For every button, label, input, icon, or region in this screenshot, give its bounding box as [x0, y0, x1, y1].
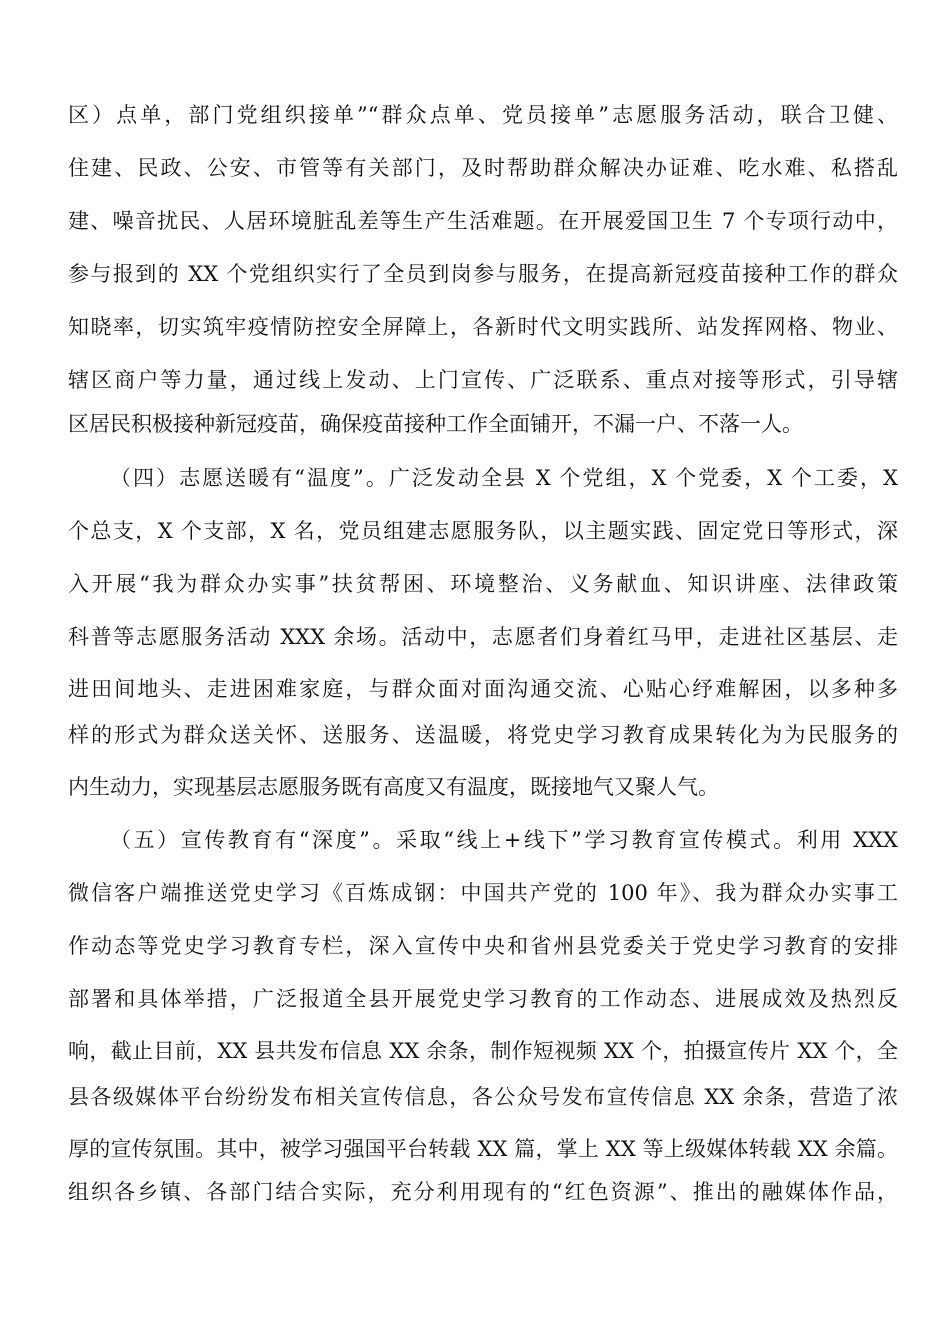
paragraph-2-line-2: 个总支，X 个支部，X 名，党员组建志愿服务队，以主题实践、固定党日等形式，深 [68, 519, 898, 543]
paragraph-1-line-5: 知晓率，切实筑牢疫情防控安全屏障上，各新时代文明实践所、站发挥网格、物业、 [68, 315, 898, 339]
paragraph-2-line-5: 进田间地头、走进困难家庭，与群众面对面沟通交流、心贴心纾难解困，以多种多 [68, 677, 898, 701]
paragraph-1-line-3: 建、噪音扰民、人居环境脏乱差等生产生活难题。在开展爱国卫生 7 个专项行动中， [68, 209, 898, 233]
paragraph-3-line-6: 县各级媒体平台纷纷发布相关宣传信息，各公众号发布宣传信息 XX 余条，营造了浓 [68, 1085, 898, 1109]
paragraph-1-line-6: 辖区商户等力量，通过线上发动、上门宣传、广泛联系、重点对接等形式，引导辖 [68, 368, 898, 392]
paragraph-1-line-4: 参与报到的 XX 个党组织实行了全员到岗参与服务，在提高新冠疫苗接种工作的群众 [68, 262, 898, 286]
paragraph-2-line-3: 入开展“我为群众办实事”扶贫帮困、环境整治、义务献血、知识讲座、法律政策 [68, 572, 898, 596]
paragraph-3-line-4: 部署和具体举措，广泛报道全县开展党史学习教育的工作动态、进展成效及热烈反 [68, 987, 898, 1011]
paragraph-3-line-3: 作动态等党史学习教育专栏，深入宣传中央和省州县党委关于党史学习教育的安排 [68, 934, 898, 958]
paragraph-3-line-5: 响，截止目前，XX 县共发布信息 XX 余条，制作短视频 XX 个，拍摄宣传片 XX 个，全 [68, 1039, 898, 1063]
paragraph-1-line-7: 区居民积极接种新冠疫苗，确保疫苗接种工作全面铺开，不漏一户、不落一人。 [68, 412, 803, 436]
paragraph-3-line-8: 组织各乡镇、各部门结合实际，充分利用现有的“红色资源”、推出的融媒体作品， [68, 1180, 898, 1204]
paragraph-2-line-7: 内生动力，实现基层志愿服务既有高度又有温度，既接地气又聚人气。 [68, 775, 719, 799]
paragraph-3-line-7: 厚的宣传氛围。其中，被学习强国平台转载 XX 篇，掌上 XX 等上级媒体转载 XX 余篇。 [68, 1137, 898, 1161]
paragraph-2-line-4: 科普等志愿服务活动 XXX 余场。活动中，志愿者们身着红马甲，走进社区基层、走 [68, 625, 898, 649]
paragraph-2-line-6: 样的形式为群众送关怀、送服务、送温暖，将党史学习教育成果转化为为民服务的 [68, 723, 898, 747]
paragraph-1-line-1: 区）点单，部门党组织接单”“群众点单、党员接单”志愿服务活动，联合卫健、 [68, 103, 898, 127]
paragraph-3-line-1: （五）宣传教育有“深度”。采取“线上+线下”学习教育宣传模式。利用 XXX [110, 828, 898, 852]
paragraph-3-line-2: 微信客户端推送党史学习《百炼成钢：中国共产党的 100 年》、我为群众办实事工 [68, 881, 898, 905]
paragraph-2-line-1: （四）志愿送暖有“温度”。广泛发动全县 X 个党组，X 个党委，X 个工委，X [110, 466, 898, 490]
paragraph-1-line-2: 住建、民政、公安、市管等有关部门，及时帮助群众解决办证难、吃水难、私搭乱 [68, 156, 898, 180]
